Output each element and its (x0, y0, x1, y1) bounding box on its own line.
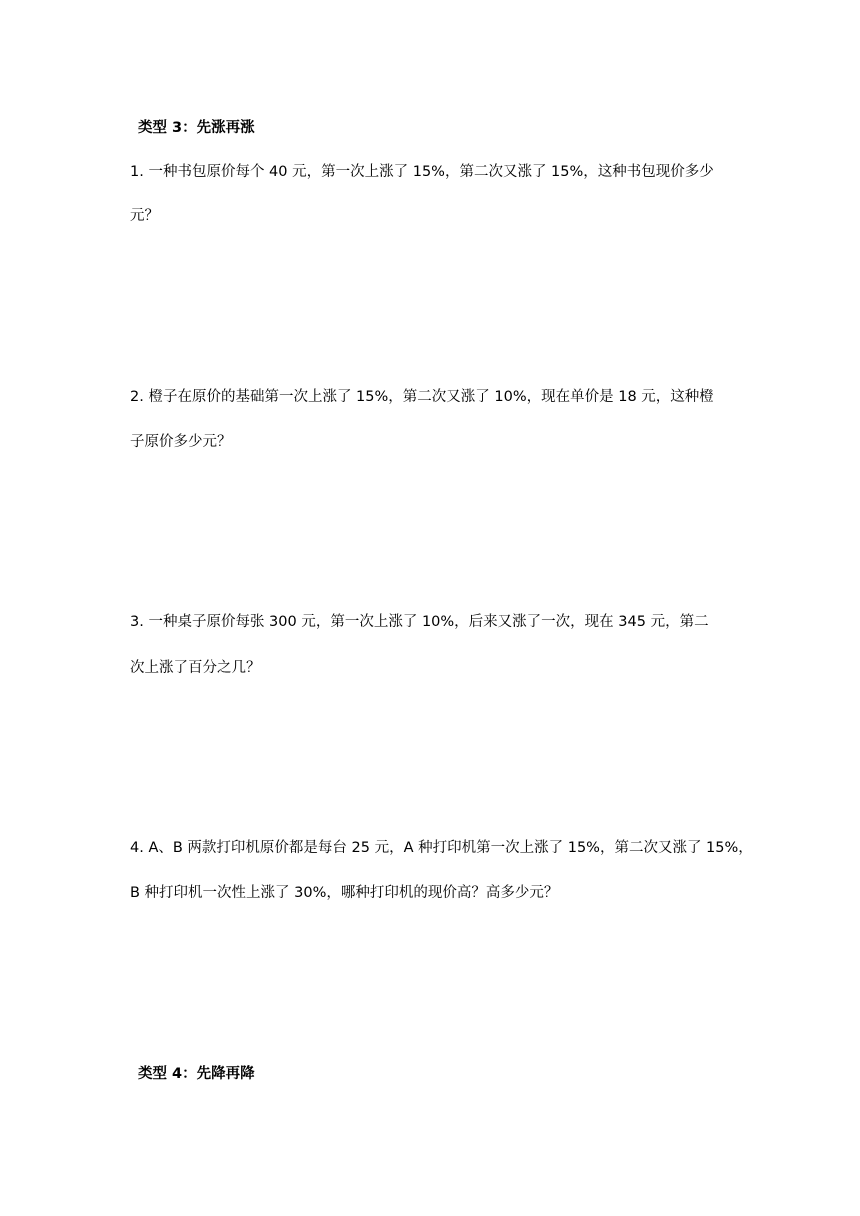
problem-1-line-1: 1. 一种书包原价每个 40 元，第一次上涨了 15%，第二次又涨了 15%，这种书包现价多少 (130, 164, 714, 180)
problem-4-line-1: 4. A、B 两款打印机原价都是每台 25 元，A 种打印机第一次上涨了 15%，第二次又涨了 15%， (130, 840, 753, 856)
section-heading-type3: 类型 3：先涨再涨 (138, 120, 255, 136)
problem-1-line-2: 元？ (130, 208, 159, 224)
problem-2-line-1: 2. 橙子在原价的基础第一次上涨了 15%，第二次又涨了 10%，现在单价是 18 元，这种橙 (130, 389, 714, 405)
problem-4-line-2: B 种打印机一次性上涨了 30%，哪种打印机的现价高？高多少元？ (130, 885, 559, 901)
problem-2-line-2: 子原价多少元？ (130, 434, 232, 450)
section-heading-type4: 类型 4：先降再降 (138, 1066, 255, 1082)
problem-3-line-1: 3. 一种桌子原价每张 300 元，第一次上涨了 10%，后来又涨了一次，现在 345 元，第二 (130, 614, 709, 630)
problem-3-line-2: 次上涨了百分之几？ (130, 660, 261, 676)
